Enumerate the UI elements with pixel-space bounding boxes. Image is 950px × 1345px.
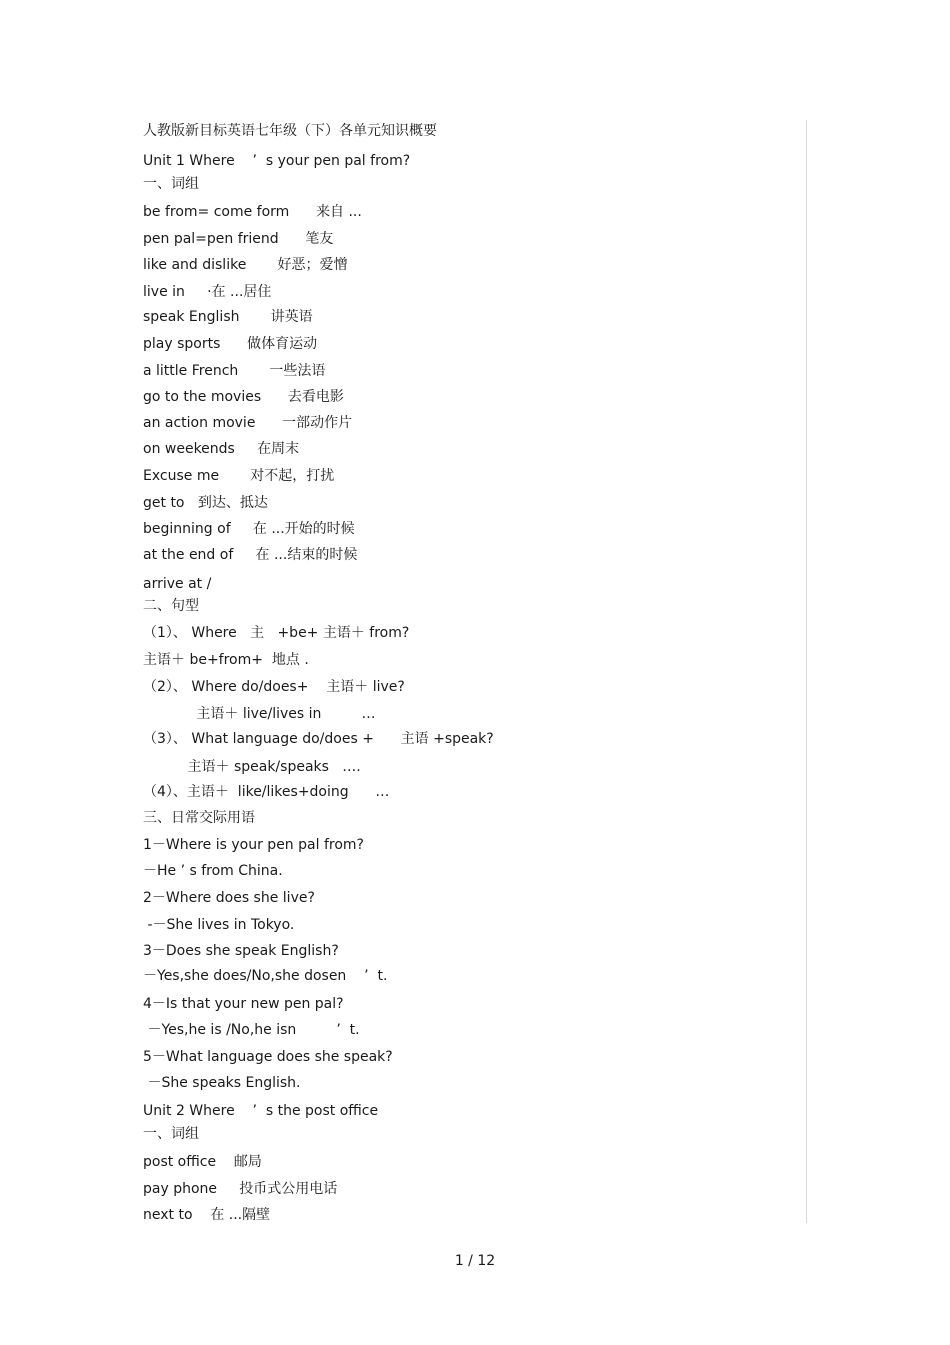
phrase-line: get to 到达、抵达 <box>143 495 268 511</box>
dialog-line: －Yes,she does/No,she dosen ’ t. <box>143 968 388 984</box>
phrase-line: play sports 做体育运动 <box>143 336 318 352</box>
phrase-line: live in ·在 ...居住 <box>143 284 272 300</box>
document-title: 人教版新目标英语七年级（下）各单元知识概要 <box>143 123 437 139</box>
margin-rule <box>806 120 807 1223</box>
dialog-line: -－She lives in Tokyo. <box>143 917 295 933</box>
unit1-heading: Unit 1 Where ’ s your pen pal from? <box>143 153 411 169</box>
phrase-line: at the end of 在 ...结束的时候 <box>143 547 358 563</box>
phrase-line: post office 邮局 <box>143 1154 262 1170</box>
dialog-line: 2－Where does she live? <box>143 890 315 906</box>
phrase-line: next to 在 ...隔壁 <box>143 1207 271 1223</box>
phrase-line: like and dislike 好恶；爱憎 <box>143 257 348 273</box>
pattern-line: 主语＋ be+from+ 地点 . <box>143 652 309 668</box>
section-heading-phrases: 一、词组 <box>143 176 199 192</box>
pattern-line: （2）、 Where do/does+ 主语＋ live? <box>143 679 405 695</box>
dialog-line: －She speaks English. <box>143 1075 301 1091</box>
phrase-line: pen pal=pen friend 笔友 <box>143 231 334 247</box>
phrase-line: speak English 讲英语 <box>143 309 313 325</box>
dialog-line: 1－Where is your pen pal from? <box>143 837 364 853</box>
dialog-line: 5－What language does she speak? <box>143 1049 393 1065</box>
phrase-line: a little French 一些法语 <box>143 363 326 379</box>
pattern-line: （1）、 Where 主 +be+ 主语＋ from? <box>143 625 410 641</box>
pattern-line: （3）、 What language do/does + 主语 +speak? <box>143 731 494 747</box>
phrase-line: beginning of 在 ...开始的时候 <box>143 521 355 537</box>
phrase-line: arrive at / <box>143 576 212 592</box>
pattern-line: （4）、主语＋ like/likes+doing … <box>143 784 390 800</box>
phrase-line: an action movie 一部动作片 <box>143 415 353 431</box>
section-heading-phrases-2: 一、词组 <box>143 1126 199 1142</box>
dialog-line: －Yes,he is /No,he isn ’ t. <box>143 1022 360 1038</box>
phrase-line: be from= come form 来自 ... <box>143 204 362 220</box>
phrase-line: Excuse me 对不起，打扰 <box>143 468 335 484</box>
pattern-line: 主语＋ live/lives in … <box>143 706 376 722</box>
section-heading-dialog: 三、日常交际用语 <box>143 810 255 826</box>
dialog-line: 4－Is that your new pen pal? <box>143 996 344 1012</box>
section-heading-patterns: 二、句型 <box>143 598 199 614</box>
phrase-line: go to the movies 去看电影 <box>143 389 344 405</box>
phrase-line: pay phone 投币式公用电话 <box>143 1181 338 1197</box>
phrase-line: on weekends 在周末 <box>143 441 300 457</box>
pattern-line: 主语＋ speak/speaks …. <box>143 759 361 775</box>
dialog-line: 3－Does she speak English? <box>143 943 339 959</box>
dialog-line: －He ’ s from China. <box>143 863 283 879</box>
unit2-heading: Unit 2 Where ’ s the post office <box>143 1103 379 1119</box>
page-indicator: 1 / 12 <box>454 1253 496 1269</box>
